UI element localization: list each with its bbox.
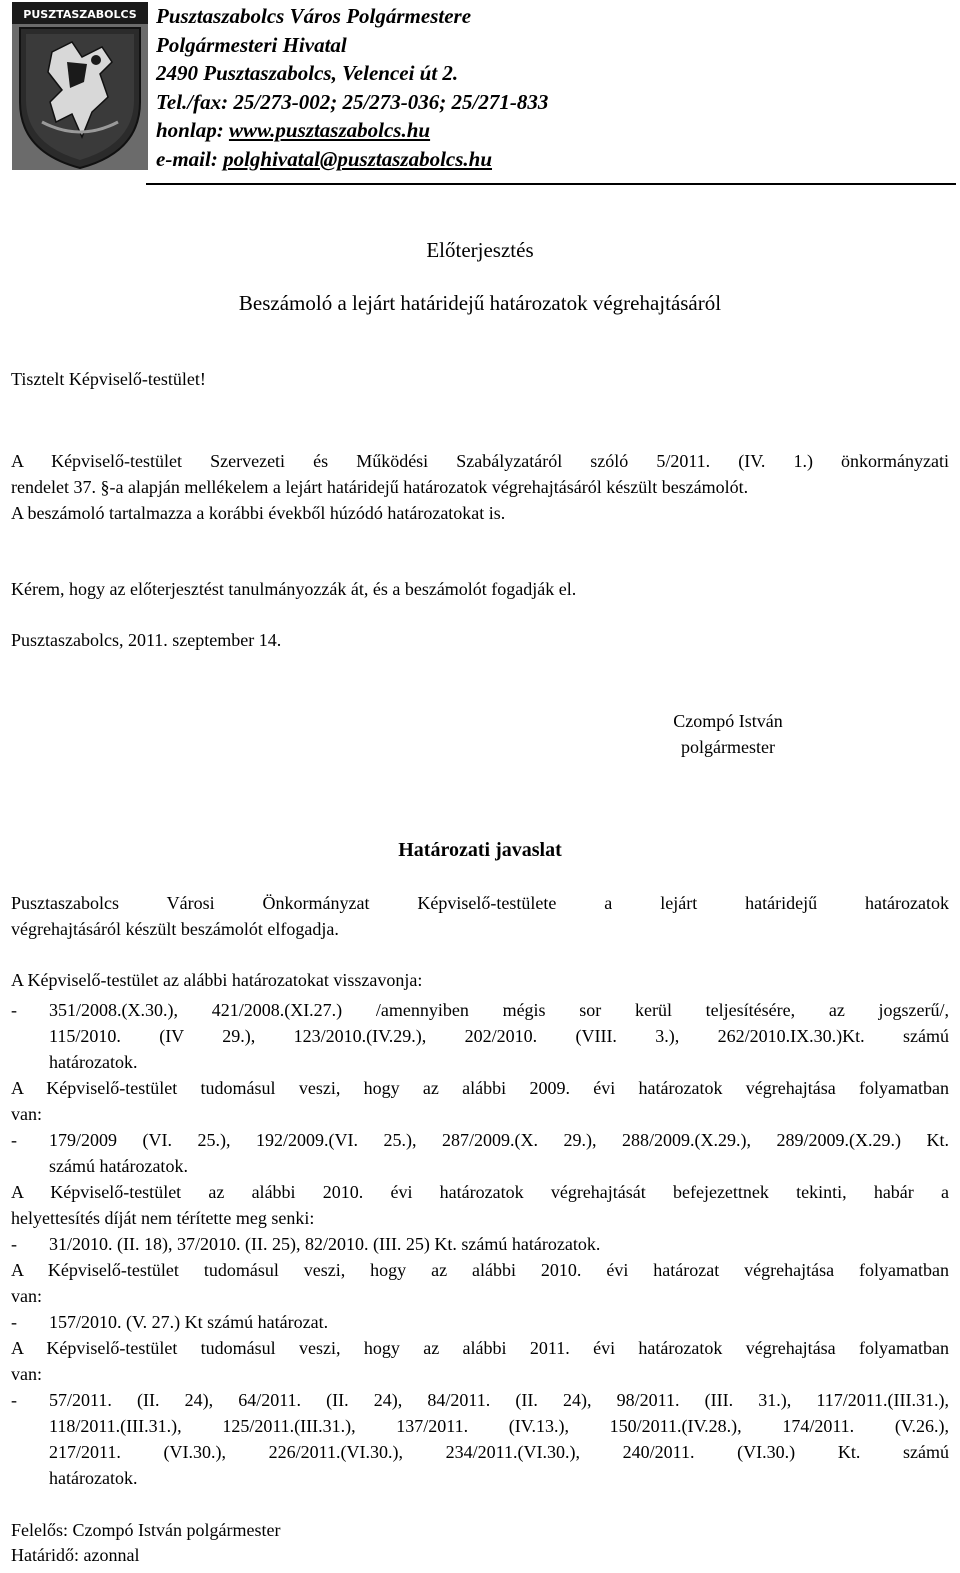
resolution-intro-line: végrehajtásáról készült beszámolót elfogadja.: [11, 919, 339, 939]
list-2011-line: 217/2011. (VI.30.), 226/2011.(VI.30.), 234/2011.(VI.30.), 240/2011. (VI.30.) Kt. számú: [49, 1442, 949, 1462]
salutation: Tisztelt Képviselő-testület!: [11, 369, 206, 389]
paragraph-2010-progress: [11, 1257, 949, 1309]
document-subtitle: Beszámoló a lejárt határidejű határozatok végrehajtásáról: [238, 291, 722, 315]
header-divider: [146, 183, 956, 185]
list-dash: -: [11, 1130, 17, 1150]
paragraph-2010-progress-line: van:: [11, 1286, 42, 1306]
paragraph-2010-progress-line: A Képviselő-testület tudomásul veszi, hogy az alábbi 2010. évi határozat végrehajtása folyamatban: [11, 1260, 949, 1280]
office-department: Polgármesteri Hivatal: [156, 32, 347, 57]
letterhead: [10, 0, 958, 184]
paragraph-2009-line: van:: [11, 1104, 42, 1124]
paragraph-2010-done-line: helyettesítés díját nem térítette meg senki:: [11, 1208, 315, 1228]
list-2011-line: határozatok.: [49, 1468, 138, 1488]
list-2011-line: 118/2011.(III.31.), 125/2011.(III.31.), 137/2011. (IV.13.), 150/2011.(IV.28.), 174/2011. (V.26.),: [49, 1416, 949, 1436]
website-label: honlap:: [156, 118, 229, 142]
email-label: e-mail:: [156, 146, 224, 171]
resolution-title: Határozati javaslat: [398, 839, 562, 861]
email-link[interactable]: polghivatal@pusztaszabolcs.hu: [223, 146, 493, 171]
list-2010-progress-line: 157/2010. (V. 27.) Kt számú határozat.: [49, 1312, 329, 1332]
place-date: Pusztaszabolcs, 2011. szeptember 14.: [11, 630, 282, 650]
website-link[interactable]: www.pusztaszabolcs.hu: [228, 118, 431, 142]
paragraph-2011-line: van:: [11, 1364, 42, 1384]
resolution-intro: [11, 890, 949, 942]
office-contact-block: [156, 2, 548, 173]
revoke-line: 351/2008.(X.30.), 421/2008.(XI.27.) /amennyiben mégis sor kerül teljesítésére, az jogszerű/,: [49, 1000, 949, 1020]
intro-paragraph: [11, 448, 949, 526]
intro-line: rendelet 37. §-a alapján mellékelem a lejárt határidejű határozatok végrehajtásáról készült beszámolót.: [11, 477, 749, 497]
coat-of-arms-icon: [12, 2, 148, 170]
paragraph-2009: [11, 1075, 949, 1127]
document-title: Előterjesztés: [426, 238, 534, 262]
list-dash: -: [11, 1234, 17, 1254]
revoke-line: 115/2010. (IV 29.), 123/2010.(IV.29.), 202/2010. (VIII. 3.), 262/2010.IX.30.)Kt. számú: [49, 1026, 949, 1046]
paragraph-2010-done-line: A Képviselő-testület az alábbi 2010. évi határozatok végrehajtását befejezettnek tekinti, habár a: [11, 1182, 949, 1202]
revoke-paragraph: A Képviselő-testület az alábbi határozatokat visszavonja:: [11, 970, 423, 990]
list-2010-done-line: 31/2010. (II. 18), 37/2010. (II. 25), 82/2010. (III. 25) Kt. számú határozatok.: [49, 1234, 601, 1254]
list-dash: -: [11, 1390, 17, 1410]
office-name: Pusztaszabolcs Város Polgármestere: [156, 4, 472, 28]
paragraph-2011: [11, 1335, 949, 1387]
list-2011-line: 57/2011. (II. 24), 64/2011. (II. 24), 84/2011. (II. 24), 98/2011. (III. 31.), 117/2011.(III.31.),: [49, 1390, 949, 1410]
office-address: 2490 Pusztaszabolcs, Velencei út 2.: [156, 61, 459, 85]
signatory-title: polgármester: [681, 737, 775, 757]
office-website: [156, 116, 548, 145]
request-text: Kérem, hogy az előterjesztést tanulmányozzák át, és a beszámolót fogadják el.: [11, 579, 577, 599]
signature-block: [628, 708, 828, 760]
revoke-line: határozatok.: [49, 1052, 138, 1072]
list-2009-line: 179/2009 (VI. 25.), 192/2009.(VI. 25.), 287/2009.(X. 29.), 288/2009.(X.29.), 289/2009.(X.29.) Kt.: [49, 1130, 949, 1150]
paragraph-2010-done: [11, 1179, 949, 1231]
list-dash: -: [11, 1000, 17, 1020]
paragraph-2009-line: A Képviselő-testület tudomásul veszi, hogy az alábbi 2009. évi határozatok végrehajtása folyamatban: [11, 1078, 949, 1098]
list-2009-line: számú határozatok.: [49, 1156, 188, 1176]
responsible-person: Felelős: Czompó István polgármester: [11, 1520, 281, 1540]
paragraph-2011-line: A Képviselő-testület tudomásul veszi, hogy az alábbi 2011. évi határozatok végrehajtása folyamatban: [11, 1338, 949, 1358]
intro-line: A beszámoló tartalmazza a korábbi évekből húzódó határozatokat is.: [11, 503, 506, 523]
resolution-intro-line: Pusztaszabolcs Városi Önkormányzat Képviselő-testülete a lejárt határidejű határozatok: [11, 893, 949, 913]
list-dash: -: [11, 1312, 17, 1332]
deadline: Határidő: azonnal: [11, 1545, 140, 1565]
office-phone: Tel./fax: 25/273-002; 25/273-036; 25/271-833: [156, 89, 549, 114]
signatory-name: Czompó István: [673, 711, 783, 731]
intro-line: A Képviselő-testület Szervezeti és Működési Szabályzatáról szóló 5/2011. (IV. 1.) önkormányzati: [11, 451, 949, 471]
office-email: [156, 145, 548, 174]
crest-text: PUSZTASZABOLCS: [23, 8, 137, 21]
